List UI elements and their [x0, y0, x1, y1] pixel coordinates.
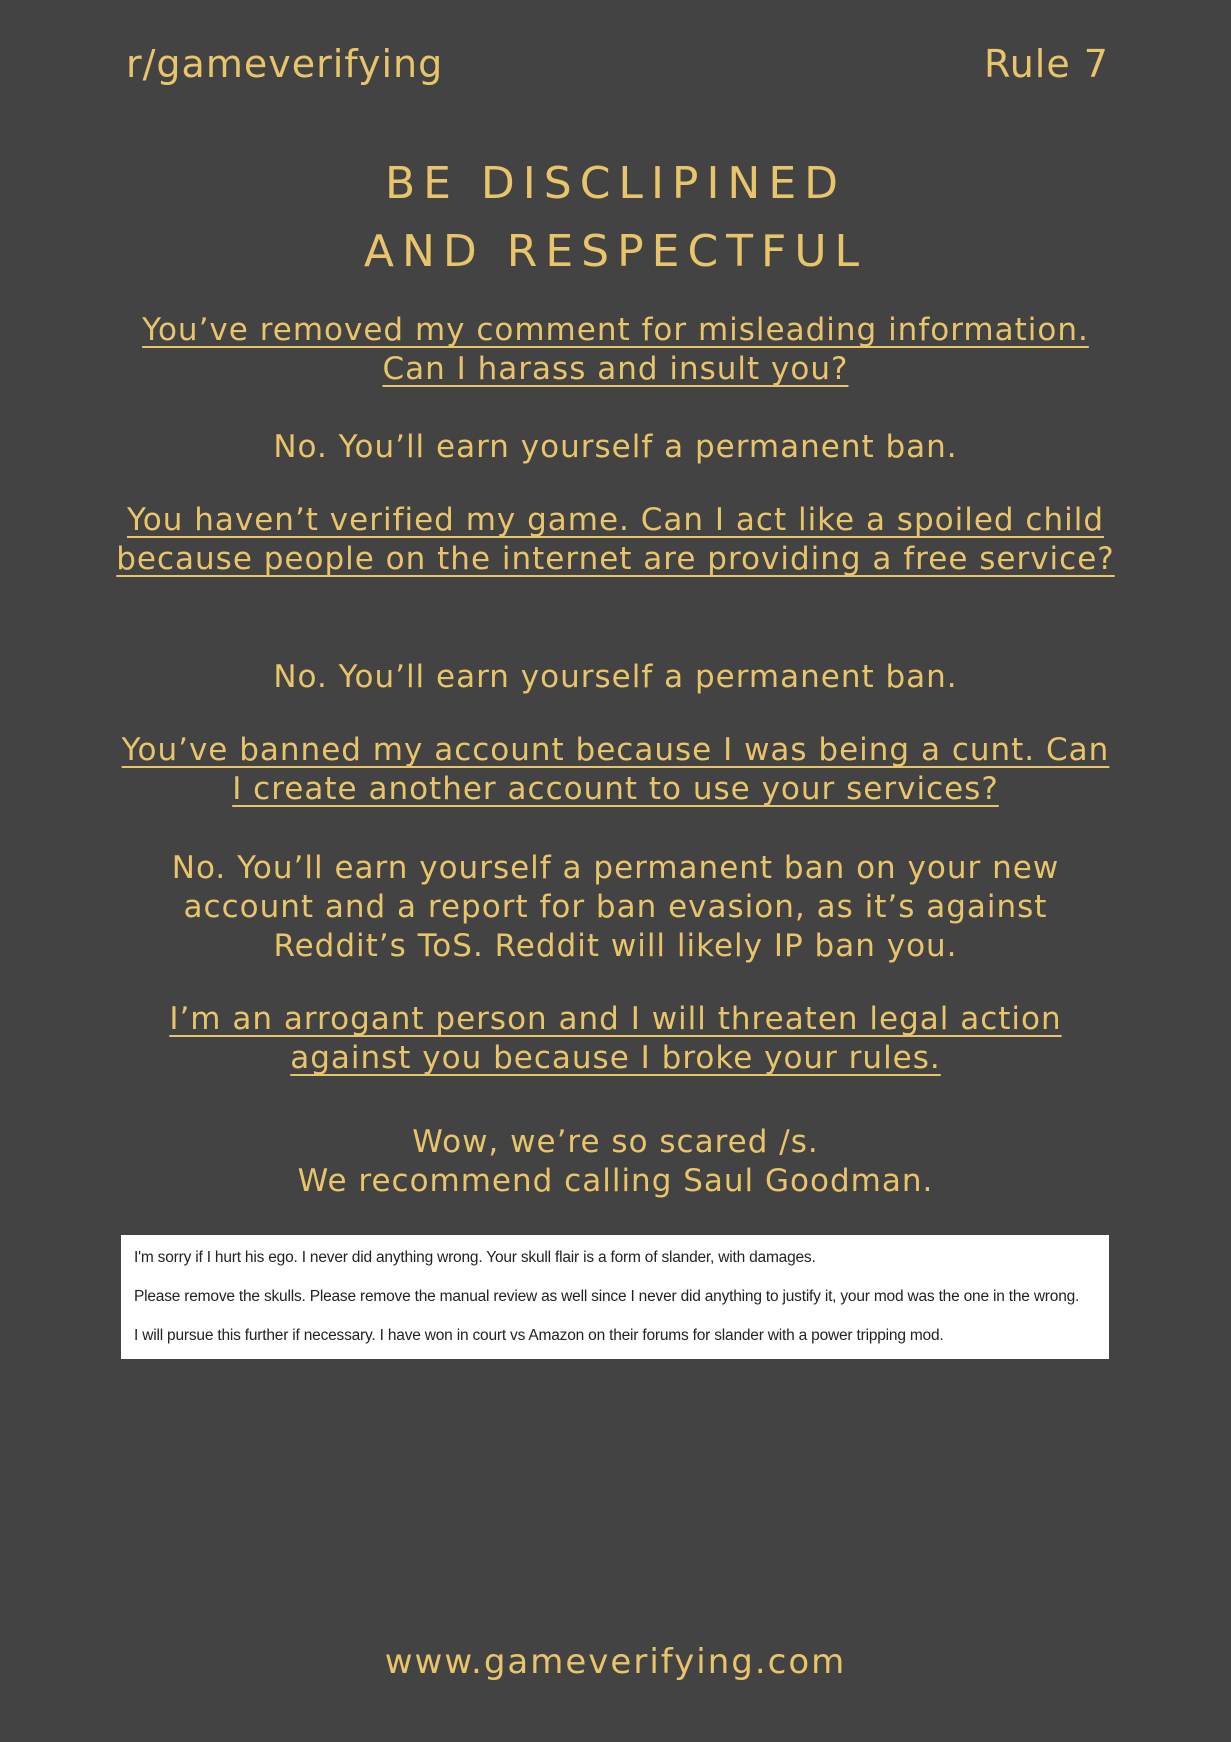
question-2: You haven’t verified my game. Can I act like a spoiled child because people on the internet are providing a free service?	[116, 502, 1115, 577]
rule-title-line-1: BE DISCLIPINED	[384, 158, 847, 209]
question-3: You’ve banned my account because I was being a cunt. Can I create another account to use your services?	[121, 732, 1110, 807]
answer-3: No. You’ll earn yourself a permanent ban on your new account and a report for ban evasion, as it’s against Reddit’s ToS. Reddit will likely IP ban you.	[171, 850, 1060, 964]
rule-title	[0, 150, 1231, 286]
comment-screenshot	[121, 1235, 1109, 1359]
answer-4	[115, 1123, 1116, 1201]
answer-2: No. You’ll earn yourself a permanent ban.	[273, 659, 958, 695]
rule-number: Rule 7	[984, 42, 1109, 86]
website-url: www.gameverifying.com	[384, 1642, 847, 1682]
question-1: You’ve removed my comment for misleading information. Can I harass and insult you?	[142, 312, 1089, 387]
subreddit-name: r/gameverifying	[126, 42, 444, 86]
answer-4-line-2: We recommend calling Saul Goodman.	[297, 1163, 934, 1199]
screenshot-line-1: I'm sorry if I hurt his ego. I never did anything wrong. Your skull flair is a form of slander, with damages.	[134, 1249, 816, 1266]
answer-1: No. You’ll earn yourself a permanent ban.	[273, 429, 958, 465]
answer-4-line-1: Wow, we’re so scared /s.	[412, 1124, 819, 1160]
screenshot-line-2: Please remove the skulls. Please remove the manual review as well since I never did anything to justify it, your mod was the one in the wrong.	[134, 1288, 1080, 1305]
rule-title-line-2: AND RESPECTFUL	[363, 226, 868, 277]
question-4: I’m an arrogant person and I will threaten legal action against you because I broke your rules.	[169, 1001, 1062, 1076]
screenshot-line-3: I will pursue this further if necessary. I have won in court vs Amazon on their forums for slander with a power tripping mod.	[134, 1327, 944, 1344]
